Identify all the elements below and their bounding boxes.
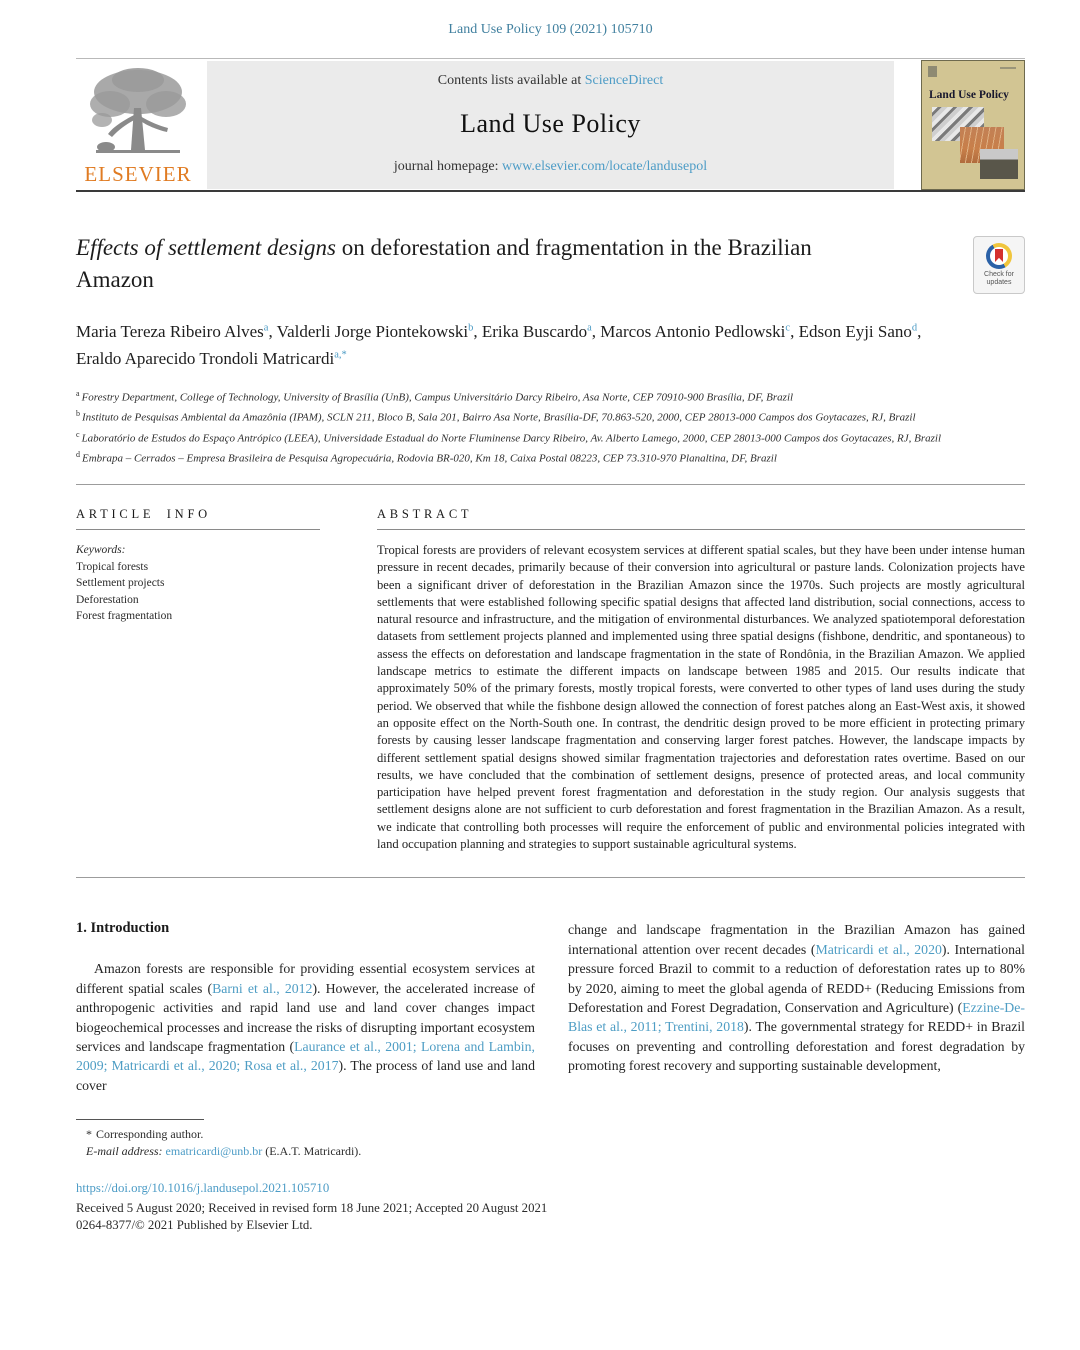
- keyword-item: Settlement projects: [76, 577, 165, 590]
- article-title-italic: Effects of settlement designs: [76, 235, 336, 260]
- cover-photo-landscape: [980, 149, 1018, 179]
- article-info-heading: ARTICLE INFO: [76, 506, 211, 521]
- abstract-bottom-divider: [76, 877, 1025, 878]
- article-title-rest: on deforestation and fragmentation in the Brazilian Amazon: [76, 235, 812, 292]
- crossmark-badge[interactable]: [973, 236, 1025, 294]
- journal-cover-thumbnail[interactable]: [921, 60, 1025, 190]
- citation-link[interactable]: Barni et al., 2012: [212, 980, 313, 996]
- banner-journal-title: Land Use Policy: [460, 109, 641, 138]
- affiliation-line: $^a$ Forestry Department, College of Technology, University of Brasília (UnB), Campus Universitário Darcy Ribeiro, Asa Norte, CEP 70910-900 Brasília, DF, Brazil: [76, 389, 794, 404]
- keywords-label: Keywords:: [76, 543, 126, 556]
- author: Edson Eyji Sano$^d$,: [798, 321, 922, 341]
- section-divider: [76, 484, 1025, 485]
- footnote-star: *: [86, 1127, 92, 1142]
- email-line: [76, 1143, 536, 1160]
- sciencedirect-link[interactable]: ScienceDirect: [584, 73, 664, 88]
- body-right-column: [568, 920, 1025, 1095]
- intro-paragraph-right: [568, 920, 1025, 1075]
- abstract-column: [377, 507, 1025, 853]
- body-text: change and landscape fragmentation in the Brazilian Amazon has gained international attention over recent decades (: [568, 922, 1025, 957]
- doi-link[interactable]: https://doi.org/10.1016/j.landusepol.2021.105710: [76, 1181, 330, 1196]
- author: Valderli Jorge Piontekowski$^b$,: [276, 321, 482, 341]
- top-divider: [76, 58, 1025, 59]
- body-text: ). International pressure forced Brazil to commit to a reduction of deforestation rates up to 80% by 2020, aiming to meet the global agenda of REDD+ (Reducing Emissions from Deforestation and Forest Degradation, Conservation and Agriculture) (: [568, 941, 1026, 1015]
- citation-link[interactable]: Matricardi et al., 2020: [815, 941, 942, 957]
- email-label: E-mail address:: [86, 1144, 163, 1159]
- keyword-item: Forest fragmentation: [76, 610, 173, 623]
- contents-prefix: Contents lists available at: [437, 73, 585, 88]
- body-text: ). The process of land use and land cover: [76, 1058, 535, 1093]
- article-title: [76, 232, 876, 296]
- keyword-item: Deforestation: [76, 593, 139, 606]
- body-left-column: [76, 920, 535, 1095]
- cover-title: Land Use Policy: [929, 89, 1009, 101]
- journal-banner: [76, 61, 1025, 189]
- cover-logo-mark: [928, 66, 937, 77]
- cover-top-text: [1000, 67, 1016, 69]
- author-superscript: a: [263, 322, 269, 333]
- contents-line: [438, 73, 664, 89]
- author-superscript: c: [785, 322, 791, 333]
- abstract-rule: [377, 529, 1025, 530]
- author-superscript: a,*: [334, 349, 347, 361]
- homepage-line: [394, 159, 707, 175]
- keyword-item: Tropical forests: [76, 560, 149, 573]
- affiliation-line: $^d$ Embrapa – Cerrados – Empresa Brasileira de Pesquisa Agropecuária, Rodovia BR-020, Km 18, Caixa Postal 08223, CEP 73.310-970 Planaltina, DF, Brazil: [76, 449, 777, 465]
- author-superscript: a: [587, 322, 592, 333]
- body-text: ). However, the accelerated increase of anthropogenic activities and rapid land use and land cover changes impact biogeochemical processes and increase the risks of disrupting important ecosystem services and landscape fragmentation (: [76, 980, 536, 1054]
- article-info-column: [76, 507, 320, 853]
- email-link[interactable]: ematricardi@unb.br: [165, 1144, 263, 1159]
- footer-meta: [76, 1180, 1025, 1235]
- elsevier-logo: [76, 61, 200, 189]
- crossmark-icon: [986, 243, 1012, 269]
- affiliations: [76, 386, 1025, 467]
- email-suffix: (E.A.T. Matricardi).: [262, 1144, 362, 1159]
- elsevier-wordmark: ELSEVIER: [84, 162, 192, 186]
- banner-bottom-divider: [76, 190, 1025, 192]
- copyright-line: 0264-8377/© 2021 Published by Elsevier Ltd.: [76, 1218, 313, 1233]
- journal-ref: Land Use Policy 109 (2021) 105710: [448, 22, 653, 37]
- author: Eraldo Aparecido Trondoli Matricardi$^{a,*}$: [76, 348, 347, 368]
- footnote-block: [76, 1119, 536, 1160]
- affiliation-line: $^c$ Laboratório de Estudos do Espaço Antrópico (LEEA), Universidade Estadual do Norte Fluminense Darcy Ribeiro, Av. Alberto Lamego, 2000, CEP 28013-000 Campos dos Goytacazes, RJ, Brazil: [76, 429, 942, 445]
- body-columns: [76, 920, 1025, 1095]
- abstract-text: Tropical forests are providers of relevant ecosystem services at different spatial scales, but they have been under intense human pressure in recent decades, primarily because of their conversion into agricultural or pasture lands. Colonization projects have been a significant driver of deforestation in the Brazilian Amazon since the 1970s. Such projects are mostly agricultural settlements that were established following specific spatial designs that affected land distribution, social connections, access to natural resource and infrastructure, and the mitigation of environmental disturbances. We analyzed spatiotemporal deforestation datasets from settlement projects planned and implemented using three spatial designs (fishbone, dendritic, and spontaneous) to assess the effects on deforestation and landscape fragmentation in the state of Rondônia, in the Brazilian Amazon. We applied landscape metrics to estimate the different impacts on landscape between 1985 and 2015. Our results indicate that approximately 50% of the primary forests, mostly tropical forests, were converted to other types of land uses during the study period. We observed that while the fishbone design allowed the connection of forest patches along an East-West axis, it showed an opposite effect on the North-South one. In contrast, the dendritic design proved to be more efficient in protecting primary forests by causing lesser landscape fragmentation and conserving larger forest patches. However, the landscape impacts by different settlement spatial designs showed similar fragmentation trajectories and deforestation rates overtime. Based on our results, we have concluded that the combination of settlement designs, presence of protected areas, and local community participation have helped prevent forest fragmentation and deforestation in the study region. Our analysis suggests that settlement designs alone are not sufficient to curb deforestation and forest fragmentation in the Brazilian Amazon. As a result, we indicate that controlling both processes will require the enforcement of public and environmental policies integrated with land occupation planning and strategies to support sustainable agricultural systems.: [377, 542, 1025, 851]
- author: Marcos Antonio Pedlowski$^c$,: [600, 321, 799, 341]
- citation-link[interactable]: Laurance et al., 2001; Lorena and Lambin, 2009; Matricardi et al., 2020; Rosa et al., 2017: [76, 1038, 535, 1074]
- corresponding-author-note: * Corresponding author.: [86, 1127, 204, 1142]
- received-dates: Received 5 August 2020; Received in revised form 18 June 2021; Accepted 20 August 2021: [76, 1200, 548, 1215]
- affiliation-line: $^b$ Instituto de Pesquisas Ambiental da Amazônia (IPAM), SCLN 211, Bloco B, Sala 201, Bairro Asa Norte, Brasília-DF, 70.863-520, 2000, CEP 28013-000 Campos dos Goytacazes, RJ, Brazil: [76, 409, 916, 425]
- homepage-prefix: journal homepage:: [393, 159, 502, 174]
- footnote-rule: [76, 1119, 204, 1120]
- crossmark-label: Check for updates: [984, 271, 1014, 286]
- abstract-heading: ABSTRACT: [377, 506, 473, 521]
- author-superscript: b: [468, 322, 474, 333]
- author: Maria Tereza Ribeiro Alves$^a$,: [76, 321, 277, 341]
- elsevier-tree-icon: [84, 61, 192, 162]
- citation-link[interactable]: Ezzine-De-Blas et al., 2011; Trentini, 2018: [568, 999, 1025, 1035]
- article-info-rule: [76, 529, 320, 530]
- author-superscript: d: [911, 322, 918, 333]
- author: Erika Buscardo$^a$,: [481, 321, 601, 341]
- homepage-link[interactable]: www.elsevier.com/locate/landusepol: [501, 159, 708, 174]
- introduction-heading: 1. Introduction: [76, 920, 170, 937]
- intro-paragraph-left: [76, 959, 535, 1095]
- banner-center: [207, 61, 894, 189]
- body-text: Amazon forests are responsible for providing essential ecosystem services at different spatial scales (: [76, 961, 535, 996]
- body-text: ). The governmental strategy for REDD+ in Brazil focuses on preventing and controlling deforestation and forest degradation by promoting forest recovery and supporting sustainable development,: [568, 1019, 1025, 1074]
- authors-line: [76, 316, 936, 370]
